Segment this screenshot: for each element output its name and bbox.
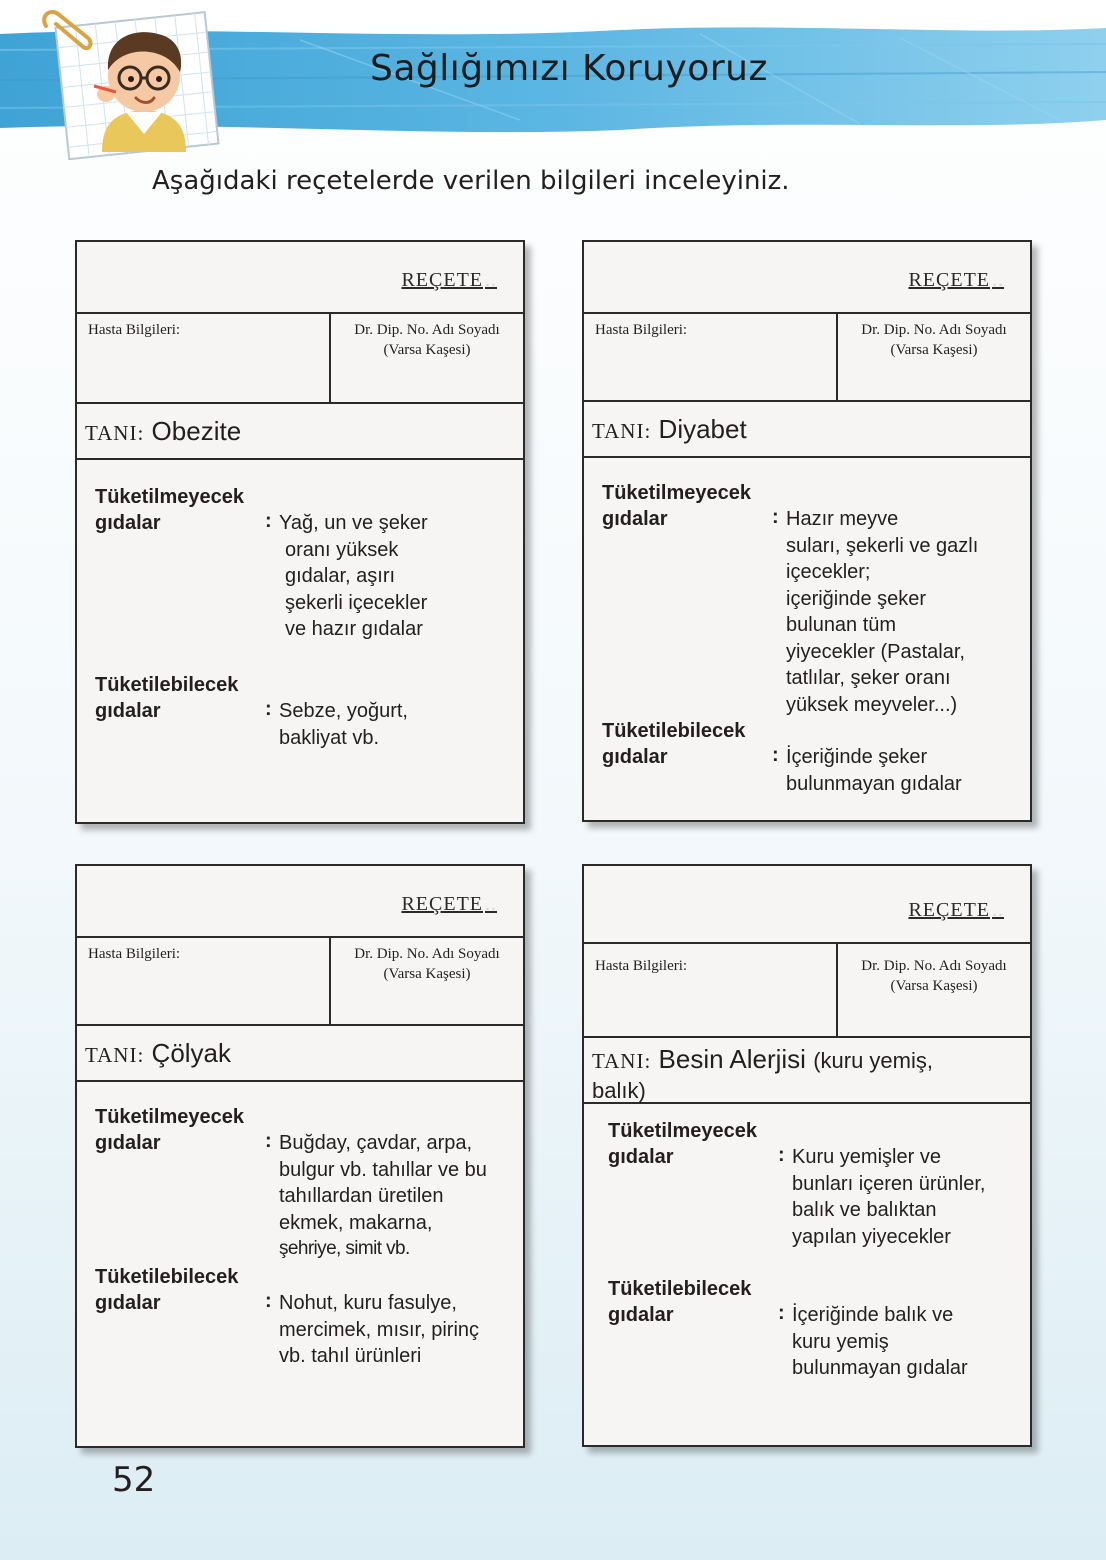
patient-info-row: [584, 944, 1030, 1038]
food-line: İçeriğinde şeker: [786, 746, 928, 768]
allowed-foods-section: [602, 718, 962, 795]
allowed-label-line2: gıdalar: [608, 1304, 674, 1326]
food-line: suları, şekerli ve gazlı: [786, 534, 979, 557]
food-line: içeriğinde şeker: [786, 587, 927, 610]
food-line: Nohut, kuru fasulye,: [279, 1292, 457, 1314]
hasta-bilgileri-label: Hasta Bilgileri:: [584, 314, 838, 400]
stamp-info-line: (Varsa Kaşesi): [890, 342, 978, 358]
forbidden-foods-text: [279, 1130, 539, 1263]
patient-info-row: [77, 314, 523, 404]
colon: :: [778, 1144, 785, 1166]
stamp-info-line: (Varsa Kaşesi): [383, 966, 471, 982]
patient-info-row: [584, 314, 1030, 402]
food-line: tahıllardan üretilen: [279, 1185, 444, 1207]
allowed-foods-text: [786, 744, 1046, 797]
food-line: Hazır meyve: [786, 508, 899, 530]
page-number: 52: [112, 1460, 156, 1500]
allowed-foods-text: [279, 1290, 539, 1370]
recete-title: REÇETE ..: [908, 269, 1004, 292]
prescription-card-colyak: [75, 864, 525, 1448]
tani-value: Obezite: [151, 416, 242, 446]
colon: :: [265, 510, 272, 532]
food-line: içecekler;: [786, 561, 871, 583]
stamp-info-line: (Varsa Kaşesi): [890, 978, 978, 994]
mascot-illustration: [40, 6, 228, 164]
patient-info-row: [77, 938, 523, 1026]
forbidden-foods-section: [602, 480, 979, 716]
colon: :: [778, 1302, 785, 1324]
diagnosis-row: [584, 1038, 1030, 1104]
allowed-label-line1: Tüketilebilecek: [95, 1266, 239, 1288]
diagnosis-row: [77, 1026, 523, 1082]
allowed-label-line1: Tüketilebilecek: [602, 720, 746, 742]
forbidden-label-line2: gıdalar: [602, 508, 668, 530]
recete-header: [584, 866, 1030, 944]
instruction-text: Aşağıdaki reçetelerde verilen bilgileri inceleyiniz.: [152, 166, 790, 196]
allowed-foods-text: [792, 1302, 1052, 1382]
food-line: vb. tahıl ürünleri: [279, 1345, 422, 1367]
food-line: oranı yüksek: [285, 538, 399, 561]
tani-label: TANI:: [592, 419, 652, 443]
diagnosis-row: [584, 402, 1030, 458]
doctor-info-line: Dr. Dip. No. Adı Soyadı: [861, 322, 1007, 338]
colon: :: [772, 506, 779, 528]
doctor-info-line: Dr. Dip. No. Adı Soyadı: [861, 958, 1007, 974]
forbidden-label-line1: Tüketilmeyecek: [608, 1120, 757, 1142]
recete-header: [77, 242, 523, 314]
recete-title: REÇETE ..: [401, 269, 497, 292]
food-line: Buğday, çavdar, arpa,: [279, 1132, 473, 1154]
hasta-bilgileri-label: Hasta Bilgileri:: [584, 944, 838, 1036]
hasta-bilgileri-label: Hasta Bilgileri:: [77, 314, 331, 402]
colon: :: [265, 1130, 272, 1152]
food-line: yapılan yiyecekler: [792, 1225, 951, 1248]
food-line: bulunmayan gıdalar: [792, 1357, 968, 1379]
food-line: bulunan tüm: [786, 614, 897, 636]
forbidden-label-line2: gıdalar: [95, 512, 161, 534]
tani-extra-line2: balık): [592, 1078, 646, 1103]
forbidden-foods-section: [95, 1104, 487, 1259]
recete-title: REÇETE ..: [908, 899, 1004, 922]
forbidden-foods-section: [95, 484, 428, 640]
food-line: şekerli içecekler: [285, 591, 428, 614]
doctor-info-line: Dr. Dip. No. Adı Soyadı: [354, 322, 500, 338]
prescription-card-diyabet: [582, 240, 1032, 822]
page-title: Sağlığımızı Koruyoruz: [370, 48, 768, 89]
tani-value: Besin Alerjisi: [658, 1044, 806, 1074]
forbidden-label-line2: gıdalar: [608, 1146, 674, 1168]
forbidden-label-line1: Tüketilmeyecek: [602, 482, 751, 504]
recete-header: [77, 866, 523, 938]
allowed-label-line2: gıdalar: [95, 700, 161, 722]
food-line: mercimek, mısır, pirinç: [279, 1318, 480, 1341]
food-line: Kuru yemişler ve: [792, 1146, 941, 1168]
tani-label: TANI:: [85, 421, 145, 445]
prescription-card-besin-alerjisi: [582, 864, 1032, 1447]
allowed-foods-section: [95, 1264, 480, 1367]
doctor-info: [331, 314, 523, 402]
food-line: balık ve balıktan: [792, 1199, 937, 1221]
tani-value: Diyabet: [658, 414, 747, 444]
forbidden-foods-text: [279, 510, 539, 643]
doctor-info-line: Dr. Dip. No. Adı Soyadı: [354, 946, 500, 962]
forbidden-foods-section: [608, 1118, 986, 1248]
allowed-foods-section: [95, 672, 408, 749]
forbidden-label-line2: gıdalar: [95, 1132, 161, 1154]
allowed-label-line2: gıdalar: [602, 746, 668, 768]
food-line: İçeriğinde balık ve: [792, 1304, 954, 1326]
tani-extra: (kuru yemiş,: [813, 1048, 933, 1073]
food-line: bakliyat vb.: [279, 726, 380, 749]
recete-title: REÇETE ..: [401, 893, 497, 916]
tani-label: TANI:: [592, 1049, 652, 1073]
doctor-info: [838, 314, 1030, 400]
recete-header: [584, 242, 1030, 314]
tani-label: TANI:: [85, 1043, 145, 1067]
allowed-foods-section: [608, 1276, 968, 1379]
forbidden-foods-text: [792, 1144, 1052, 1250]
hasta-bilgileri-label: Hasta Bilgileri:: [77, 938, 331, 1024]
food-line: gıdalar, aşırı: [285, 565, 396, 587]
food-line: yiyecekler (Pastalar,: [786, 640, 965, 663]
food-line: Yağ, un ve şeker: [279, 512, 428, 534]
allowed-label-line1: Tüketilebilecek: [608, 1278, 752, 1300]
allowed-label-line2: gıdalar: [95, 1292, 161, 1314]
food-line: ekmek, makarna,: [279, 1211, 433, 1234]
allowed-foods-text: [279, 698, 539, 751]
tani-value: Çölyak: [151, 1038, 232, 1068]
food-line: bulgur vb. tahıllar ve bu: [279, 1158, 487, 1181]
food-line: kuru yemiş: [792, 1330, 889, 1353]
food-line: ve hazır gıdalar: [285, 618, 423, 640]
colon: :: [772, 744, 779, 766]
stamp-info-line: (Varsa Kaşesi): [383, 342, 471, 358]
forbidden-label-line1: Tüketilmeyecek: [95, 486, 244, 508]
colon: :: [265, 698, 272, 720]
food-line: tatlılar, şeker oranı: [786, 667, 951, 689]
diagnosis-row: [77, 404, 523, 460]
forbidden-label-line1: Tüketilmeyecek: [95, 1106, 244, 1128]
prescription-card-obezite: [75, 240, 525, 824]
doctor-info: [331, 938, 523, 1024]
allowed-label-line1: Tüketilebilecek: [95, 674, 239, 696]
food-line: yüksek meyveler...): [786, 693, 958, 716]
doctor-info: [838, 944, 1030, 1036]
forbidden-foods-text: [786, 506, 1046, 718]
food-line: Sebze, yoğurt,: [279, 700, 408, 722]
colon: :: [265, 1290, 272, 1312]
food-line: bunları içeren ürünler,: [792, 1172, 986, 1195]
food-line: şehriye, simit vb.: [279, 1238, 410, 1259]
food-line: bulunmayan gıdalar: [786, 772, 962, 795]
